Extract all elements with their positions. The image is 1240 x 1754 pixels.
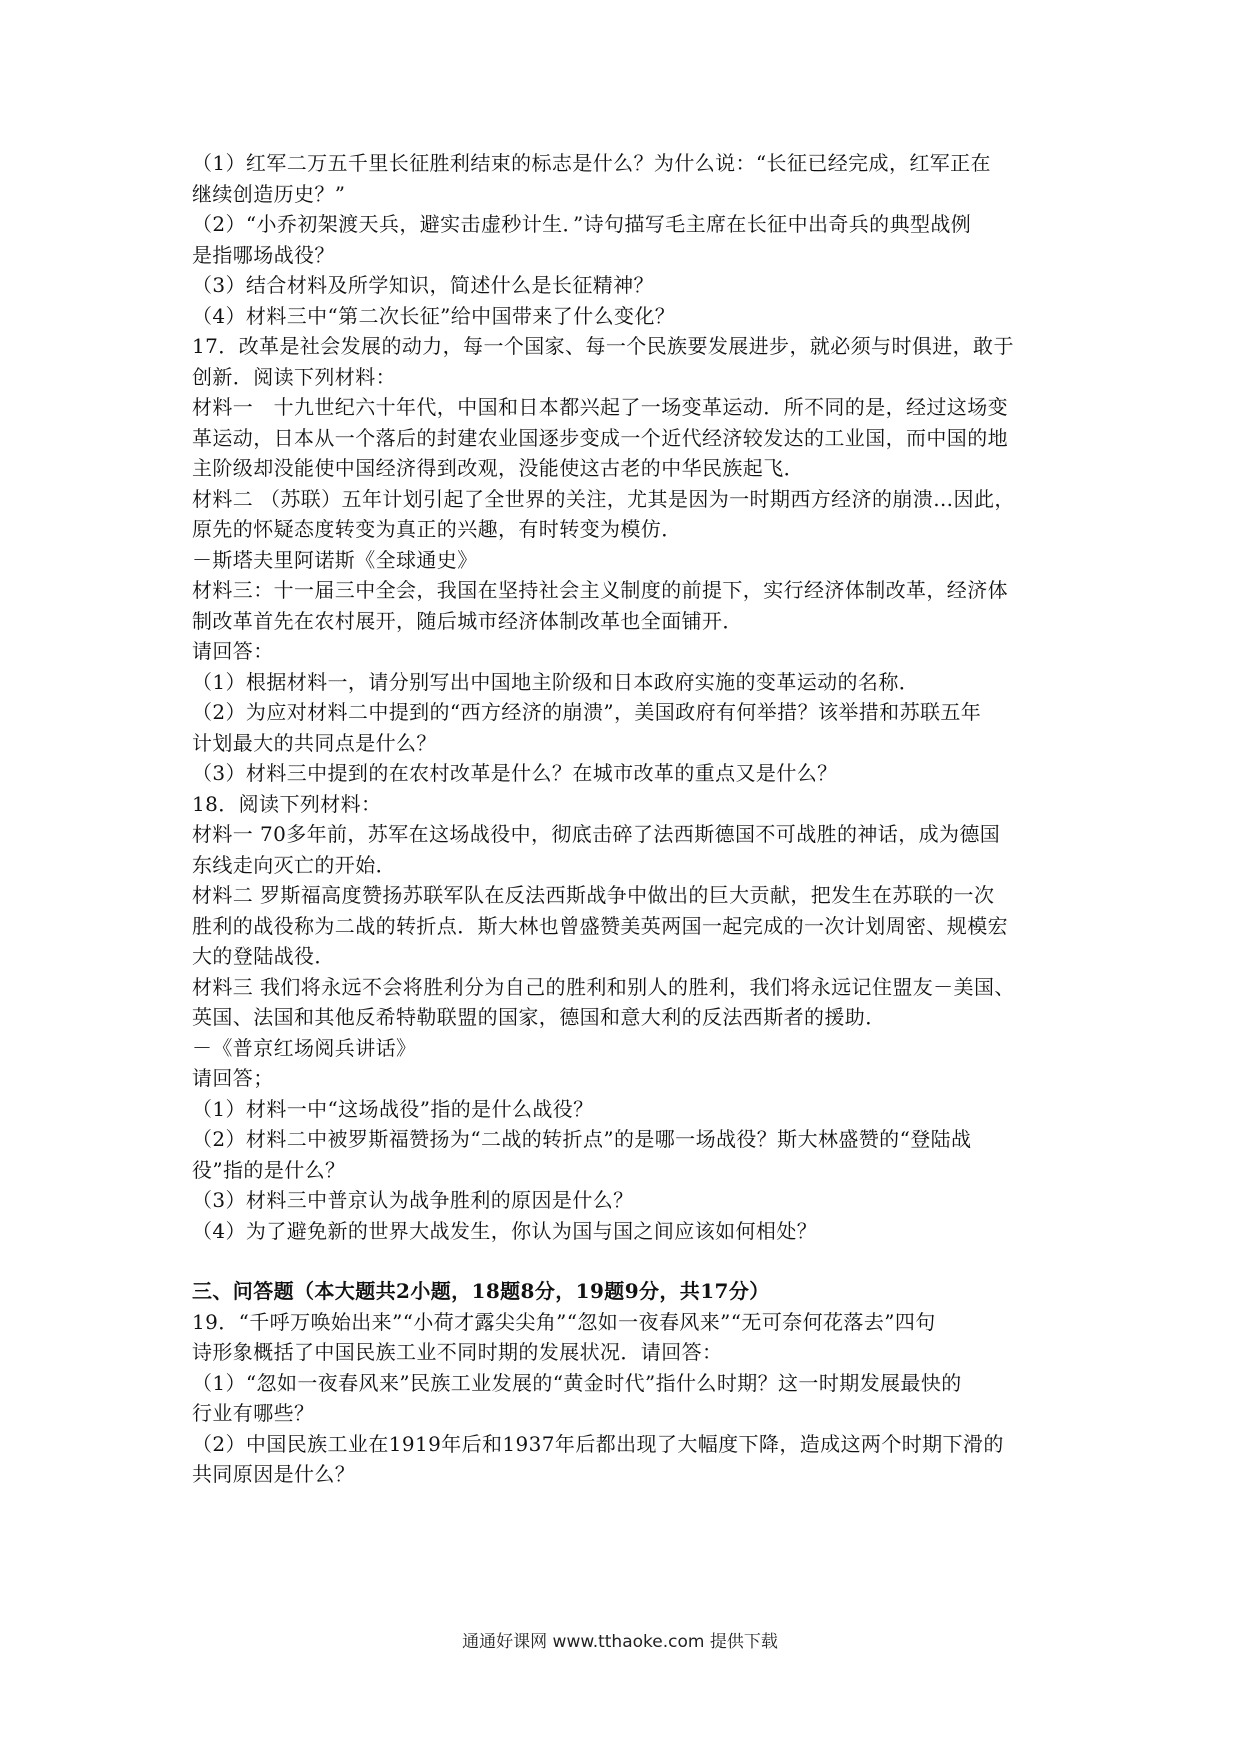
text-line: 是指哪场战役？ (192, 242, 335, 267)
text-line: 继续创造历史？” (192, 181, 346, 206)
questions-block-2 (192, 1307, 1062, 1490)
text-line: 材料二 （苏联）五年计划引起了全世界的关注，尤其是因为一时期西方经济的崩溃…因此， (192, 486, 1015, 511)
text-line: 材料一 70多年前，苏军在这场战役中，彻底击碎了法西斯德国不可战胜的神话，成为德国 (192, 822, 1001, 846)
text-line: 大的登陆战役． (192, 944, 335, 968)
text-line: 材料二 罗斯福高度赞扬苏联军队在反法西斯战争中做出的巨大贡献，把发生在苏联的一次 (192, 883, 995, 907)
text-line: （2）“小乔初架渡天兵，避实击虚秒计生．”诗句描写毛主席在长征中出奇兵的典型战例 (192, 212, 972, 236)
text-line: （1）材料一中“这场战役”指的是什么战役？ (192, 1096, 594, 1121)
text-line: 役”指的是什么？ (192, 1157, 346, 1182)
text-line: 17．改革是社会发展的动力，每一个国家、每一个民族要发展进步，就必须与时俱进，敢于 (192, 334, 1014, 358)
text-line: 胜利的战役称为二战的转折点．斯大林也曾盛赞美英两国一起完成的一次计划周密、规模宏 (192, 913, 1008, 938)
text-line: 创新．阅读下列材料： (192, 364, 396, 389)
text-line: 19．“千呼万唤始出来”“小荷才露尖尖角”“忽如一夜春风来”“无可奈何花落去”四句 (192, 1309, 936, 1334)
text-line: 共同原因是什么？ (192, 1462, 356, 1486)
questions-block-1 (192, 148, 1062, 1246)
text-line: （2）中国民族工业在1919年后和1937年后都出现了大幅度下降，造成这两个时期下滑的 (192, 1431, 1004, 1456)
text-line: 英国、法国和其他反希特勒联盟的国家，德国和意大利的反法西斯者的援助． (192, 1005, 886, 1029)
text-line: （2）为应对材料二中提到的“西方经济的崩溃”，美国政府有何举措？该举措和苏联五年 (192, 700, 982, 724)
text-line: 诗形象概括了中国民族工业不同时期的发展状况．请回答： (192, 1340, 723, 1364)
text-line: 东线走向灭亡的开始． (192, 852, 396, 877)
text-line: （4）材料三中“第二次长征”给中国带来了什么变化？ (192, 303, 676, 328)
document-body (192, 148, 1062, 1490)
text-line: 行业有哪些？ (192, 1401, 315, 1425)
text-line: 请回答： (192, 639, 274, 663)
text-line: （1）红军二万五千里长征胜利结束的标志是什么？为什么说：“长征已经完成，红军正在 (192, 151, 991, 175)
text-line: －《普京红场阅兵讲话》 (192, 1035, 417, 1060)
text-line: －斯塔夫里阿诺斯《全球通史》 (192, 547, 478, 572)
text-line: （3）材料三中普京认为战争胜利的原因是什么？ (192, 1188, 634, 1212)
page-footer: 通通好课网 www.tthaoke.com 提供下载 (462, 1632, 778, 1652)
text-line: （3）材料三中提到的在农村改革是什么？在城市改革的重点又是什么？ (192, 761, 838, 785)
text-line: 18．阅读下列材料： (192, 791, 382, 816)
text-line: （1）根据材料一，请分别写出中国地主阶级和日本政府实施的变革运动的名称． (192, 669, 920, 694)
text-line: 材料三：十一届三中全会，我国在坚持社会主义制度的前提下，实行经济体制改革，经济体 (192, 578, 1008, 602)
text-line: 材料一 十九世纪六十年代，中国和日本都兴起了一场变革运动．所不同的是，经过这场变 (192, 395, 1008, 419)
text-line: 制改革首先在农村展开，随后城市经济体制改革也全面铺开． (192, 608, 743, 633)
section-title: 三、问答题（本大题共2小题，18题8分，19题9分，共17分） (192, 1279, 770, 1303)
text-line: 材料三 我们将永远不会将胜利分为自己的胜利和别人的胜利，我们将永远记住盟友－美国、 (192, 974, 1015, 999)
text-line: 原先的怀疑态度转变为真正的兴趣，有时转变为模仿． (192, 517, 682, 541)
text-line: （1）“忽如一夜春风来”民族工业发展的“黄金时代”指什么时期？这一时期发展最快的 (192, 1370, 962, 1395)
text-line: 主阶级却没能使中国经济得到改观，没能使这古老的中华民族起飞． (192, 456, 804, 480)
text-line: （4）为了避免新的世界大战发生，你认为国与国之间应该如何相处？ (192, 1218, 818, 1243)
text-line: 革运动，日本从一个落后的封建农业国逐步变成一个近代经济较发达的工业国，而中国的地 (192, 425, 1008, 450)
text-line: 请回答； (192, 1066, 274, 1090)
text-line: 计划最大的共同点是什么？ (192, 730, 437, 755)
text-line: （2）材料二中被罗斯福赞扬为“二战的转折点”的是哪一场战役？斯大林盛赞的“登陆战 (192, 1127, 972, 1151)
text-line: （3）结合材料及所学知识，简述什么是长征精神？ (192, 273, 654, 297)
